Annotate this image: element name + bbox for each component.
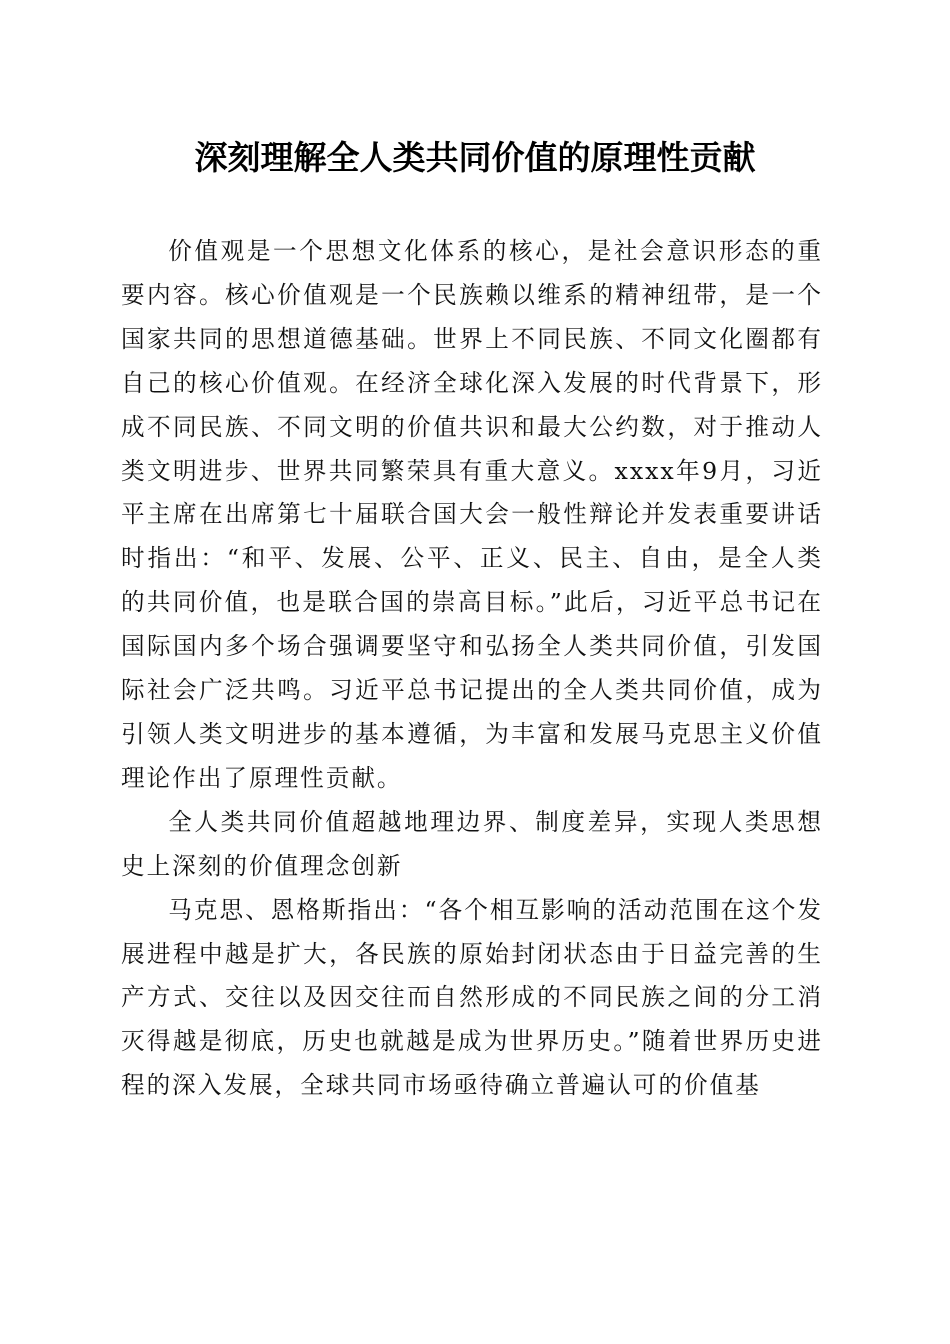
paragraph-intro: 价值观是一个思想文化体系的核心，是社会意识形态的重要内容。核心价值观是一个民族赖以维系的精神纽带，是一个国家共同的思想道德基础。世界上不同民族、不同文化圈都有自己的核心价值观。在经济全球化深入发展的时代背景下，形成不同民族、不同文明的价值共识和最大公约数，对于推动人类文明进步、世界共同繁荣具有重大意义。xxxx年9月，习近平主席在出席第七十届联合国大会一般性辩论并发表重要讲话时指出：“和平、发展、公平、正义、民主、自由，是全人类的共同价值，也是联合国的崇高目标。”此后，习近平总书记在国际国内多个场合强调要坚守和弘扬全人类共同价值，引发国际社会广泛共鸣。习近平总书记提出的全人类共同价值，成为引领人类文明进步的基本遵循，为丰富和发展马克思主义价值理论作出了原理性贡献。 — [121, 237, 823, 792]
document-title: 深刻理解全人类共同价值的原理性贡献 — [194, 138, 756, 177]
paragraph-marx-engels: 马克思、恩格斯指出：“各个相互影响的活动范围在这个发展进程中越是扩大，各民族的原始封闭状态由于日益完善的生产方式、交往以及因交往而自然形成的不同民族之间的分工消灭得越是彻底，历史也就越是成为世界历史。”随着世界历史进程的深入发展，全球共同市场亟待确立普遍认可的价值基 — [121, 895, 823, 1100]
document-body — [121, 230, 823, 1108]
paragraph-section-heading: 全人类共同价值超越地理边界、制度差异，实现人类思想史上深刻的价值理念创新 — [121, 807, 823, 880]
